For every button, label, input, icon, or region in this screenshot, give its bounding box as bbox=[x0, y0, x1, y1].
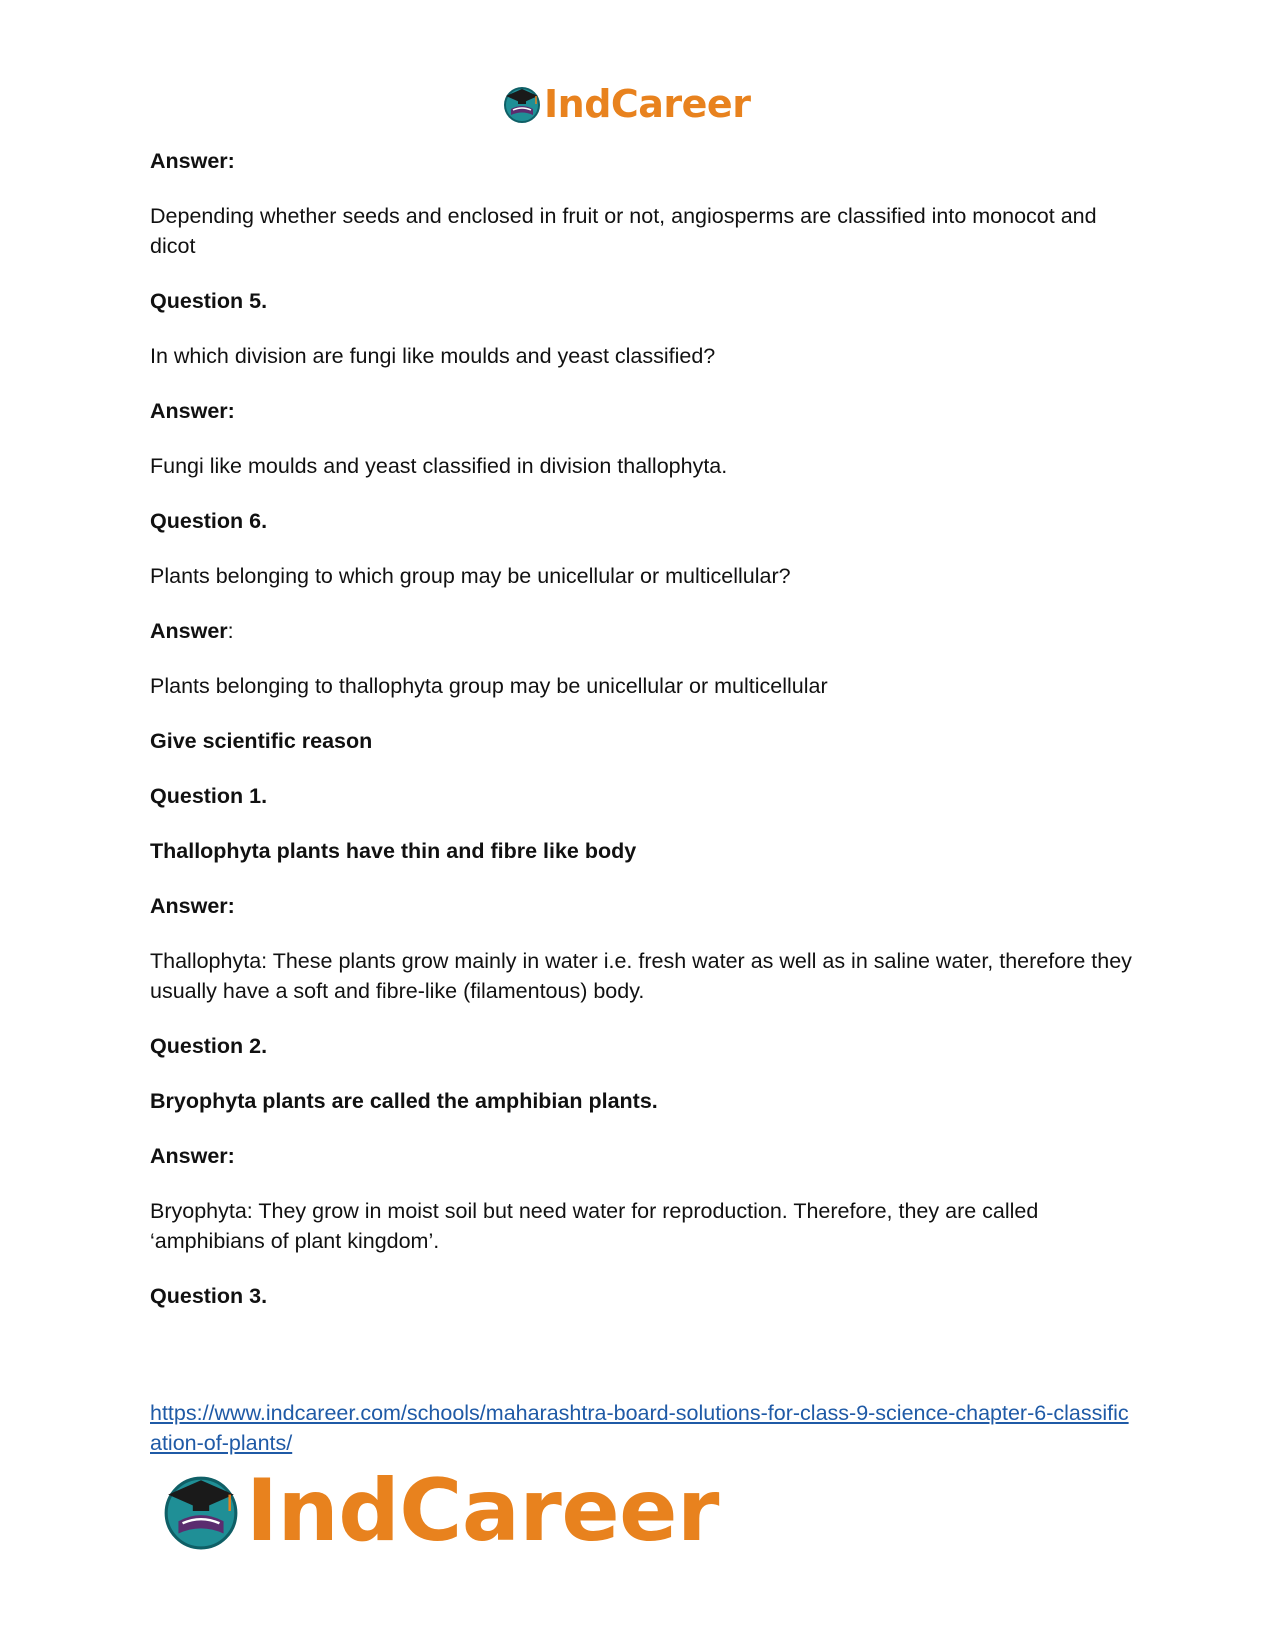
body-paragraph bbox=[150, 341, 1135, 371]
paragraph-text: Answer: bbox=[150, 1144, 235, 1168]
paragraph-text: Answer bbox=[150, 619, 228, 643]
paragraph-text: Question 5. bbox=[150, 289, 268, 313]
paragraph-text: Question 2. bbox=[150, 1034, 268, 1058]
paragraph-text: Answer: bbox=[150, 894, 235, 918]
header-logo-text: IndCareer bbox=[544, 82, 751, 126]
paragraph-text: Answer: bbox=[150, 399, 235, 423]
footer-logo-text: IndCareer bbox=[246, 1461, 719, 1561]
paragraph-suffix: : bbox=[227, 619, 234, 643]
document-body bbox=[150, 146, 1135, 1336]
paragraph-text: Bryophyta plants are called the amphibian plants. bbox=[150, 1089, 658, 1113]
body-paragraph bbox=[150, 201, 1135, 261]
source-link[interactable]: https://www.indcareer.com/schools/maharashtra-board-solutions-for-class-9-science-chapter-6-classification-of-plants/ bbox=[150, 1401, 1129, 1455]
body-paragraph bbox=[150, 946, 1135, 1006]
header-logo bbox=[502, 80, 750, 128]
paragraph-text: Question 3. bbox=[150, 1284, 268, 1308]
question-heading bbox=[150, 1031, 1135, 1061]
body-paragraph bbox=[150, 671, 1135, 701]
bold-paragraph bbox=[150, 1086, 1135, 1116]
answer-heading bbox=[150, 1141, 1135, 1171]
paragraph-text: Plants belonging to thallophyta group may be unicellular or multicellular bbox=[150, 674, 828, 698]
footer-logo bbox=[160, 1461, 719, 1561]
body-paragraph bbox=[150, 451, 1135, 481]
question-heading bbox=[150, 781, 1135, 811]
body-paragraph bbox=[150, 561, 1135, 591]
paragraph-text: In which division are fungi like moulds and yeast classified? bbox=[150, 344, 716, 368]
answer-heading bbox=[150, 891, 1135, 921]
answer-heading bbox=[150, 616, 1135, 646]
paragraph-text: Question 6. bbox=[150, 509, 268, 533]
paragraph-text: Question 1. bbox=[150, 784, 268, 808]
answer-heading bbox=[150, 146, 1135, 176]
paragraph-text: Give scientific reason bbox=[150, 729, 373, 753]
paragraph-text: Fungi like moulds and yeast classified in division thallophyta. bbox=[150, 454, 728, 478]
question-heading bbox=[150, 506, 1135, 536]
paragraph-text: Thallophyta: These plants grow mainly in water i.e. fresh water as well as in saline water, therefore they usually have a soft and fibre-like (filamentous) body. bbox=[150, 949, 1132, 1003]
paragraph-text: Bryophyta: They grow in moist soil but need water for reproduction. Therefore, they are called ‘amphibians of plant kingdom’. bbox=[150, 1199, 1039, 1253]
paragraph-text: Answer: bbox=[150, 149, 235, 173]
answer-heading bbox=[150, 396, 1135, 426]
graduation-cap-globe-icon bbox=[160, 1470, 242, 1552]
question-heading bbox=[150, 1281, 1135, 1311]
question-heading bbox=[150, 286, 1135, 316]
source-link-block bbox=[150, 1398, 1140, 1458]
bold-paragraph bbox=[150, 836, 1135, 866]
paragraph-text: Depending whether seeds and enclosed in fruit or not, angiosperms are classified into monocot and dicot bbox=[150, 204, 1097, 258]
graduation-cap-globe-icon bbox=[502, 84, 542, 124]
bold-paragraph bbox=[150, 726, 1135, 756]
paragraph-text: Plants belonging to which group may be unicellular or multicellular? bbox=[150, 564, 791, 588]
paragraph-text: Thallophyta plants have thin and fibre like body bbox=[150, 839, 637, 863]
body-paragraph bbox=[150, 1196, 1135, 1256]
